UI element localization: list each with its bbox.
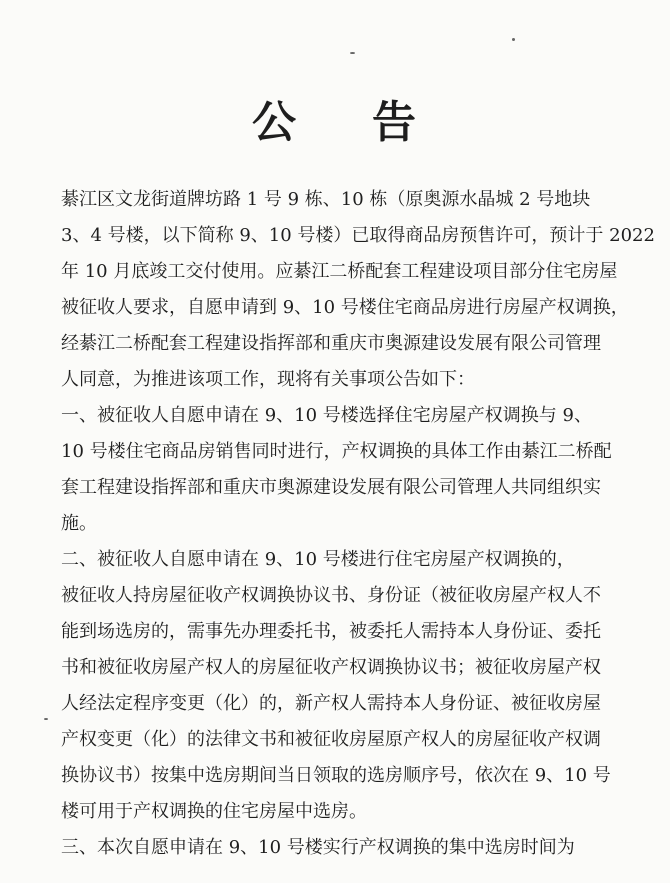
body-line: 能到场选房的，需事先办理委托书，被委托人需持本人身份证、委托 xyxy=(61,621,601,642)
body-line: 套工程建设指挥部和重庆市奥源建设发展有限公司管理人共同组织实 xyxy=(61,477,601,498)
body-line: 三、本次自愿申请在 9、10 号楼实行产权调换的集中选房时间为 xyxy=(61,837,575,858)
title-char-1: 公 xyxy=(252,97,298,148)
body-line: 被征收人持房屋征收产权调换协议书、身份证（被征收房屋产权人不 xyxy=(61,585,601,606)
scan-speck xyxy=(512,38,515,41)
scan-speck xyxy=(44,718,48,720)
body-line: 3、4 号楼，以下简称 9、10 号楼）已取得商品房预售许可，预计于 2022 xyxy=(61,225,655,246)
body-line: 年 10 月底竣工交付使用。应綦江二桥配套工程建设项目部分住宅房屋 xyxy=(61,261,618,282)
body-line: 綦江区文龙街道牌坊路 1 号 9 栋、10 栋（原奥源水晶城 2 号地块 xyxy=(61,189,591,210)
body-line: 产权变更（化）的法律文书和被征收房屋原产权人的房屋征收产权调 xyxy=(61,729,601,750)
body-line: 书和被征收房屋产权人的房屋征收产权调换协议书；被征收房屋产权 xyxy=(61,657,601,678)
body-line: 楼可用于产权调换的住宅房屋中选房。 xyxy=(61,801,367,822)
title-char-2: 告 xyxy=(372,97,418,148)
body-line: 人同意，为推进该项工作，现将有关事项公告如下： xyxy=(61,369,475,390)
body-line: 被征收人要求，自愿申请到 9、10 号楼住宅商品房进行房屋产权调换， xyxy=(61,297,629,318)
body-line: 二、被征收人自愿申请在 9、10 号楼进行住宅房屋产权调换的， xyxy=(61,549,575,570)
body-line: 换协议书）按集中选房期间当日领取的选房顺序号，依次在 9、10 号 xyxy=(61,765,611,786)
body-line: 一、被征收人自愿申请在 9、10 号楼选择住宅房屋产权调换与 9、 xyxy=(61,405,592,426)
body-line: 人经法定程序变更（化）的，新产权人需持本人身份证、被征收房屋 xyxy=(61,693,601,714)
scan-speck xyxy=(350,52,355,54)
notice-title xyxy=(0,86,670,150)
body-line: 10 号楼住宅商品房销售同时进行，产权调换的具体工作由綦江二桥配 xyxy=(61,441,612,462)
body-line: 施。 xyxy=(61,513,97,534)
body-line: 经綦江二桥配套工程建设指挥部和重庆市奥源建设发展有限公司管理 xyxy=(61,333,601,354)
